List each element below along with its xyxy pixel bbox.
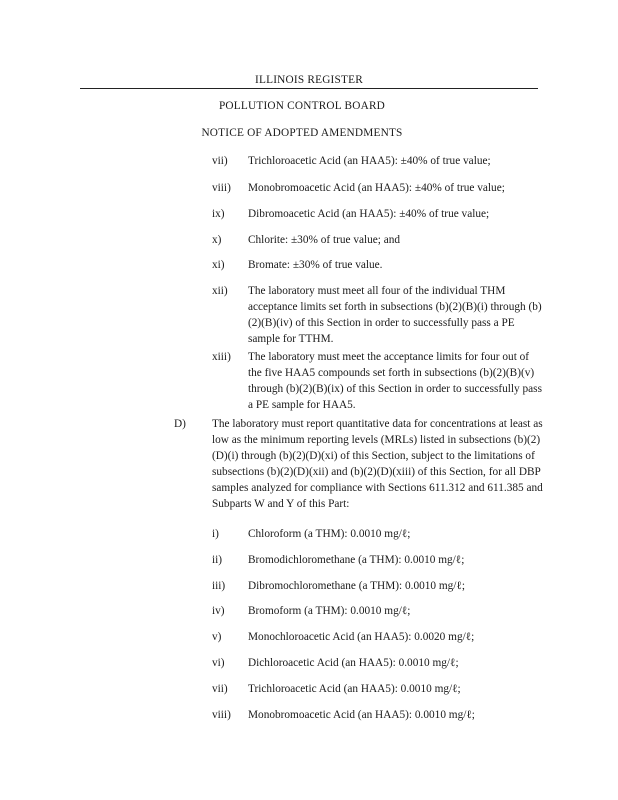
item-number: ix) (212, 208, 225, 220)
paragraph-text: The laboratory must report quantitative data for concentrations at least as low as the minimum reporting levels (MRLs) listed in subsections (b)(2)(D)(i) through (b)(2)(D)(xi) of this Section, subject to the limitations of subsections (b)(2)(D)(xii) and (b)(2)(D)(xiii) of this Section, for all DBP samples analyzed for compliance with Sections 611.312 and 611.385 and Subparts W and Y of this Part: (212, 418, 543, 510)
item-text: Trichloroacetic Acid (an HAA5): 0.0010 mg/ℓ; (248, 683, 461, 695)
board-name: POLLUTION CONTROL BOARD (218, 100, 386, 112)
item-text: Monobromoacetic Acid (an HAA5): 0.0010 mg/ℓ; (248, 709, 475, 721)
item-number: xii) (212, 285, 228, 297)
item-number: viii) (212, 709, 231, 721)
item-text: Monobromoacetic Acid (an HAA5): ±40% of true value; (248, 182, 505, 194)
item-number: v) (212, 631, 222, 643)
item-number: x) (212, 234, 222, 246)
item-number: xiii) (212, 351, 231, 363)
item-number: vii) (212, 683, 228, 695)
item-number: xi) (212, 259, 225, 271)
item-text: The laboratory must meet the acceptance limits for four out of the five HAA5 compounds set forth in subsections (b)(2)(B)(v) through (b)(2)(B)(ix) of this Section in order to successfully pass a PE sample for HAA5. (248, 351, 542, 411)
item-number: iv) (212, 605, 225, 617)
item-text: Dichloroacetic Acid (an HAA5): 0.0010 mg/ℓ; (248, 657, 459, 669)
paragraph-number: D) (174, 418, 186, 430)
register-title: ILLINOIS REGISTER (255, 74, 363, 86)
item-text: Chlorite: ±30% of true value; and (248, 234, 401, 246)
header-rule (128, 88, 538, 89)
item-number: vi) (212, 657, 225, 669)
item-text: Bromate: ±30% of true value. (248, 259, 383, 271)
item-number: i) (212, 528, 219, 540)
item-text: The laboratory must meet all four of the individual THM acceptance limits set forth in subsections (b)(2)(B)(i) through (b)(2)(B)(iv) of this Section in order to successfully pass a PE sample for TTHM. (248, 285, 542, 345)
item-text: Dibromochloromethane (a THM): 0.0010 mg/ℓ; (248, 580, 465, 592)
item-number: vii) (212, 155, 228, 167)
item-text: Trichloroacetic Acid (an HAA5): ±40% of true value; (248, 155, 491, 167)
item-text: Dibromoacetic Acid (an HAA5): ±40% of true value; (248, 208, 490, 220)
item-text: Bromoform (a THM): 0.0010 mg/ℓ; (248, 605, 411, 617)
item-number: iii) (212, 580, 226, 592)
item-text: Chloroform (a THM): 0.0010 mg/ℓ; (248, 528, 411, 540)
item-text: Bromodichloromethane (a THM): 0.0010 mg/ℓ; (248, 554, 465, 566)
item-number: viii) (212, 182, 231, 194)
header-rule-left (80, 88, 128, 89)
notice-heading: NOTICE OF ADOPTED AMENDMENTS (201, 127, 403, 139)
item-number: ii) (212, 554, 223, 566)
item-text: Monochloroacetic Acid (an HAA5): 0.0020 mg/ℓ; (248, 631, 475, 643)
